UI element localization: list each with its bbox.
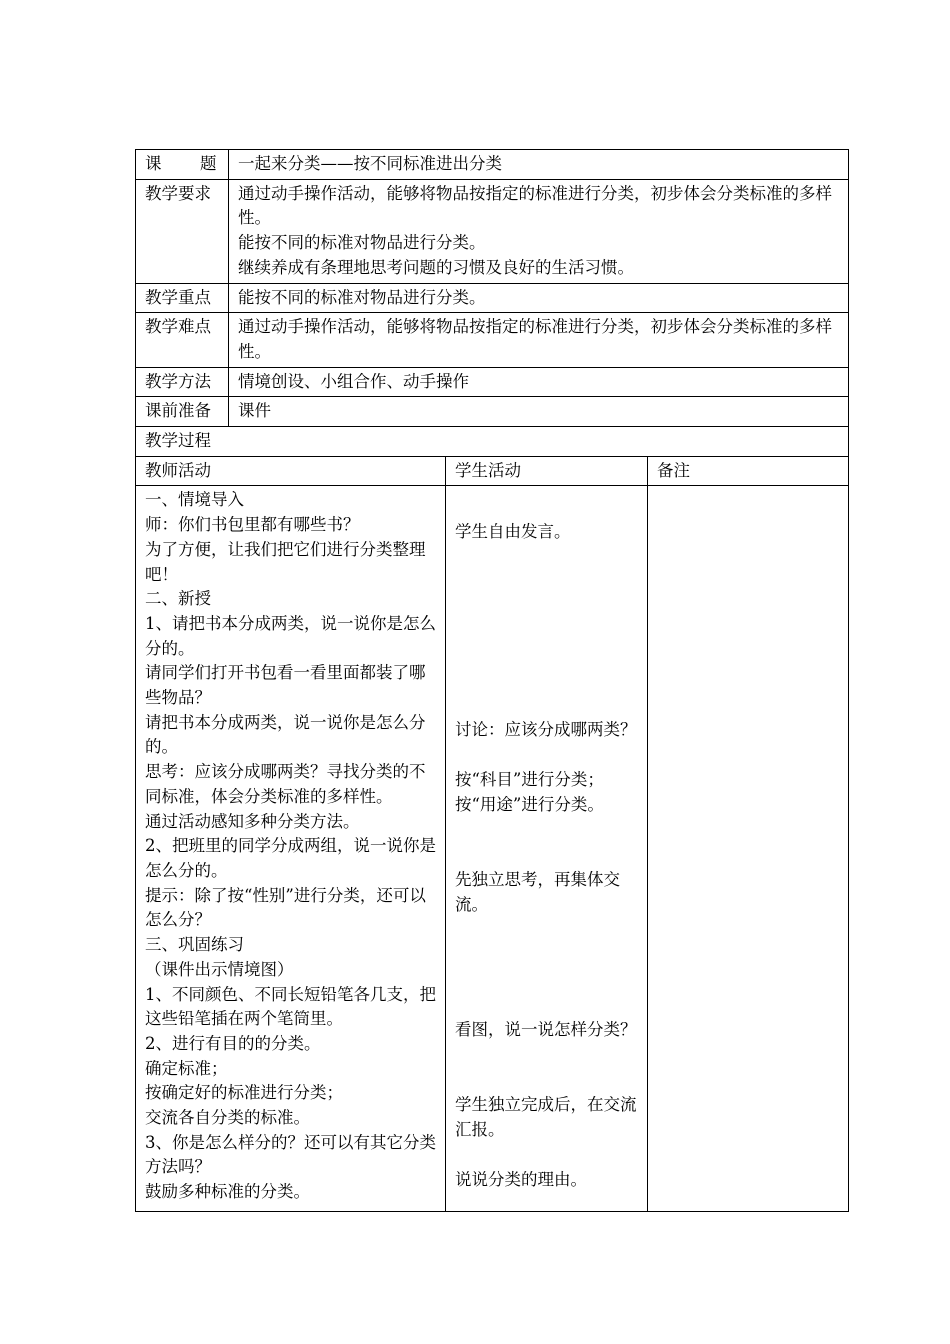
requirements-row xyxy=(136,179,849,283)
prep-row xyxy=(136,397,849,427)
prep-value: 课件 xyxy=(229,397,849,427)
requirement-item: 能按不同的标准对物品进行分类。 xyxy=(238,233,486,253)
teacher-line: 1、请把书本分成两类，说一说你是怎么分的。 xyxy=(145,613,436,658)
key-points-row xyxy=(136,283,849,313)
methods-value: 情境创设、小组合作、动手操作 xyxy=(229,367,849,397)
teacher-line: 2、把班里的同学分成两组，说一说你是怎么分的。 xyxy=(145,836,436,880)
teacher-line: 1、不同颜色、不同长短铅笔各几支，把这些铅笔插在两个笔筒里。 xyxy=(145,984,436,1029)
process-header-row xyxy=(136,456,849,486)
teacher-line: （课件出示情境图） xyxy=(145,959,294,979)
difficulties-label: 教学难点 xyxy=(136,313,229,367)
topic-row xyxy=(136,150,849,180)
topic-value: 一起来分类——按不同标准进出分类 xyxy=(229,150,849,180)
teacher-line: 3、你是怎么样分的？还可以有其它分类方法吗？ xyxy=(145,1132,436,1177)
student-activity-cell xyxy=(446,486,648,1211)
process-label: 教学过程 xyxy=(136,427,849,457)
prep-label: 课前准备 xyxy=(136,397,229,427)
teacher-line: 按确定好的标准进行分类； xyxy=(145,1083,343,1103)
teacher-line: 通过活动感知多种分类方法。 xyxy=(145,811,360,831)
student-line: 先独立思考，再集体交流。 xyxy=(455,870,620,915)
teacher-line: 一、情境导入 xyxy=(145,490,244,510)
teacher-line: 师：你们书包里都有哪些书？ xyxy=(145,515,360,535)
student-line: 讨论：应该分成哪两类？ xyxy=(455,720,637,740)
process-row xyxy=(136,427,849,457)
student-activity-header: 学生活动 xyxy=(446,456,648,486)
student-line: 看图，说一说怎样分类？ xyxy=(455,1020,637,1040)
student-line: 说说分类的理由。 xyxy=(455,1170,587,1190)
difficulties-row xyxy=(136,313,849,367)
requirement-item: 继续养成有条理地思考问题的习惯及良好的生活习惯。 xyxy=(238,257,634,277)
teacher-line: 交流各自分类的标准。 xyxy=(145,1108,310,1128)
teacher-activity-cell xyxy=(136,486,446,1211)
notes-cell xyxy=(648,486,849,1211)
requirements-label: 教学要求 xyxy=(136,179,229,283)
teacher-line: 2、进行有目的的分类。 xyxy=(145,1033,321,1053)
teacher-line: 提示：除了按“性别”进行分类，还可以怎么分？ xyxy=(145,885,426,930)
teacher-line: 二、新授 xyxy=(145,589,211,609)
notes-header: 备注 xyxy=(648,456,849,486)
teacher-line: 请同学们打开书包看一看里面都装了哪些物品？ xyxy=(145,663,426,708)
topic-label: 课 题 xyxy=(136,150,229,180)
teacher-line: 为了方便，让我们把它们进行分类整理吧！ xyxy=(145,539,426,584)
methods-label: 教学方法 xyxy=(136,367,229,397)
key-points-label: 教学重点 xyxy=(136,283,229,313)
teacher-activity-header: 教师活动 xyxy=(136,456,446,486)
student-line: 按“科目”进行分类； xyxy=(455,770,604,790)
student-line: 学生独立完成后，在交流汇报。 xyxy=(455,1095,637,1140)
teacher-line: 鼓励多种标准的分类。 xyxy=(145,1182,310,1202)
process-body-row xyxy=(136,486,849,1211)
student-line: 按“用途”进行分类。 xyxy=(455,795,604,815)
teacher-line: 三、巩固练习 xyxy=(145,935,244,955)
difficulties-value: 通过动手操作活动，能够将物品按指定的标准进行分类，初步体会分类标准的多样性。 xyxy=(229,313,849,367)
teacher-line: 确定标准； xyxy=(145,1058,228,1078)
teacher-line: 思考：应该分成哪两类？寻找分类的不同标准，体会分类标准的多样性。 xyxy=(145,762,426,806)
methods-row xyxy=(136,367,849,397)
student-line: 学生自由发言。 xyxy=(455,522,571,542)
lesson-plan-table xyxy=(135,149,849,1212)
requirements-value xyxy=(229,179,849,283)
teacher-line: 请把书本分成两类，说一说你是怎么分的。 xyxy=(145,712,426,757)
requirement-item: 通过动手操作活动，能够将物品按指定的标准进行分类，初步体会分类标准的多样性。 xyxy=(238,183,832,228)
key-points-value: 能按不同的标准对物品进行分类。 xyxy=(229,283,849,313)
